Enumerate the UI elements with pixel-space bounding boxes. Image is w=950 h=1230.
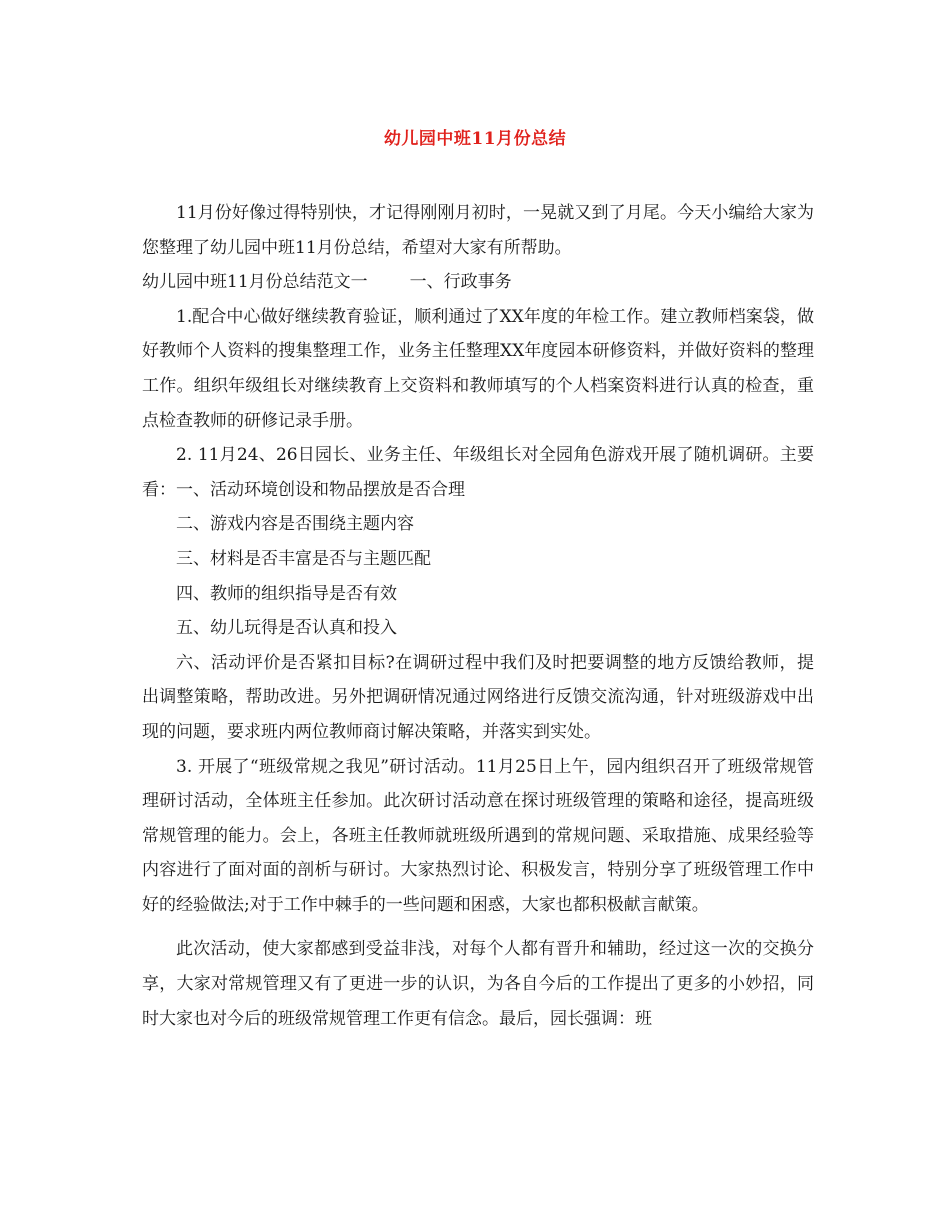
list-item: 五、幼儿玩得是否认真和投入 xyxy=(176,618,397,639)
paragraph-2: 2. 11月24、26日园长、业务主任、年级组长对全园角色游戏开展了随机调研。主要看：一、活动环境创设和物品摆放是否合理 xyxy=(142,445,814,500)
paragraph-5: 此次活动，使大家都感到受益非浅，对每个人都有晋升和辅助，经过这一次的交换分享，大家对常规管理又有了更进一步的认识，为各自今后的工作提出了更多的小妙招，同时大家也对今后的班级常规管理工作更有信念。最后，园长强调：班 xyxy=(142,939,814,1029)
document-body xyxy=(142,196,814,1036)
document-title: 幼儿园中班11月份总结 xyxy=(383,129,567,149)
section-label: 幼儿园中班11月份总结范文一 xyxy=(142,272,368,293)
paragraph-4: 3. 开展了“班级常规之我见”研讨活动。11月25日上午，园内组织召开了班级常规管理研讨活动，全体班主任参加。此次研讨活动意在探讨班级管理的策略和途径，提高班级常规管理的能力。会上，各班主任教师就班级所遇到的常规问题、采取措施、成果经验等内容进行了面对面的剖析与研讨。大家热烈讨论、积极发言，特别分享了班级管理工作中好的经验做法;对于工作中棘手的一些问题和困惑，大家也都积极献言献策。 xyxy=(142,756,814,915)
section-heading-line xyxy=(142,265,814,300)
section-heading: 一、行政事务 xyxy=(409,272,512,293)
paragraph-3: 六、活动评价是否紧扣目标?在调研过程中我们及时把要调整的地方反馈给教师，提出调整策略，帮助改进。另外把调研情况通过网络进行反馈交流沟通，针对班级游戏中出现的问题，要求班内两位教师商讨解决策略，并落实到实处。 xyxy=(142,652,814,742)
paragraph-1: 1.配合中心做好继续教育验证，顺利通过了XX年度的年检工作。建立教师档案袋，做好教师个人资料的搜集整理工作，业务主任整理XX年度园本研修资料，并做好资料的整理工作。组织年级组长对继续教育上交资料和教师填写的个人档案资料进行认真的检查，重点检查教师的研修记录手册。 xyxy=(142,306,814,431)
intro-paragraph: 11月份好像过得特别快，才记得刚刚月初时，一晃就又到了月尾。今天小编给大家为您整理了幼儿园中班11月份总结，希望对大家有所帮助。 xyxy=(142,203,814,258)
list-item: 四、教师的组织指导是否有效 xyxy=(176,583,397,604)
list-item: 三、材料是否丰富是否与主题匹配 xyxy=(176,548,431,569)
list-item: 二、游戏内容是否围绕主题内容 xyxy=(176,514,414,535)
